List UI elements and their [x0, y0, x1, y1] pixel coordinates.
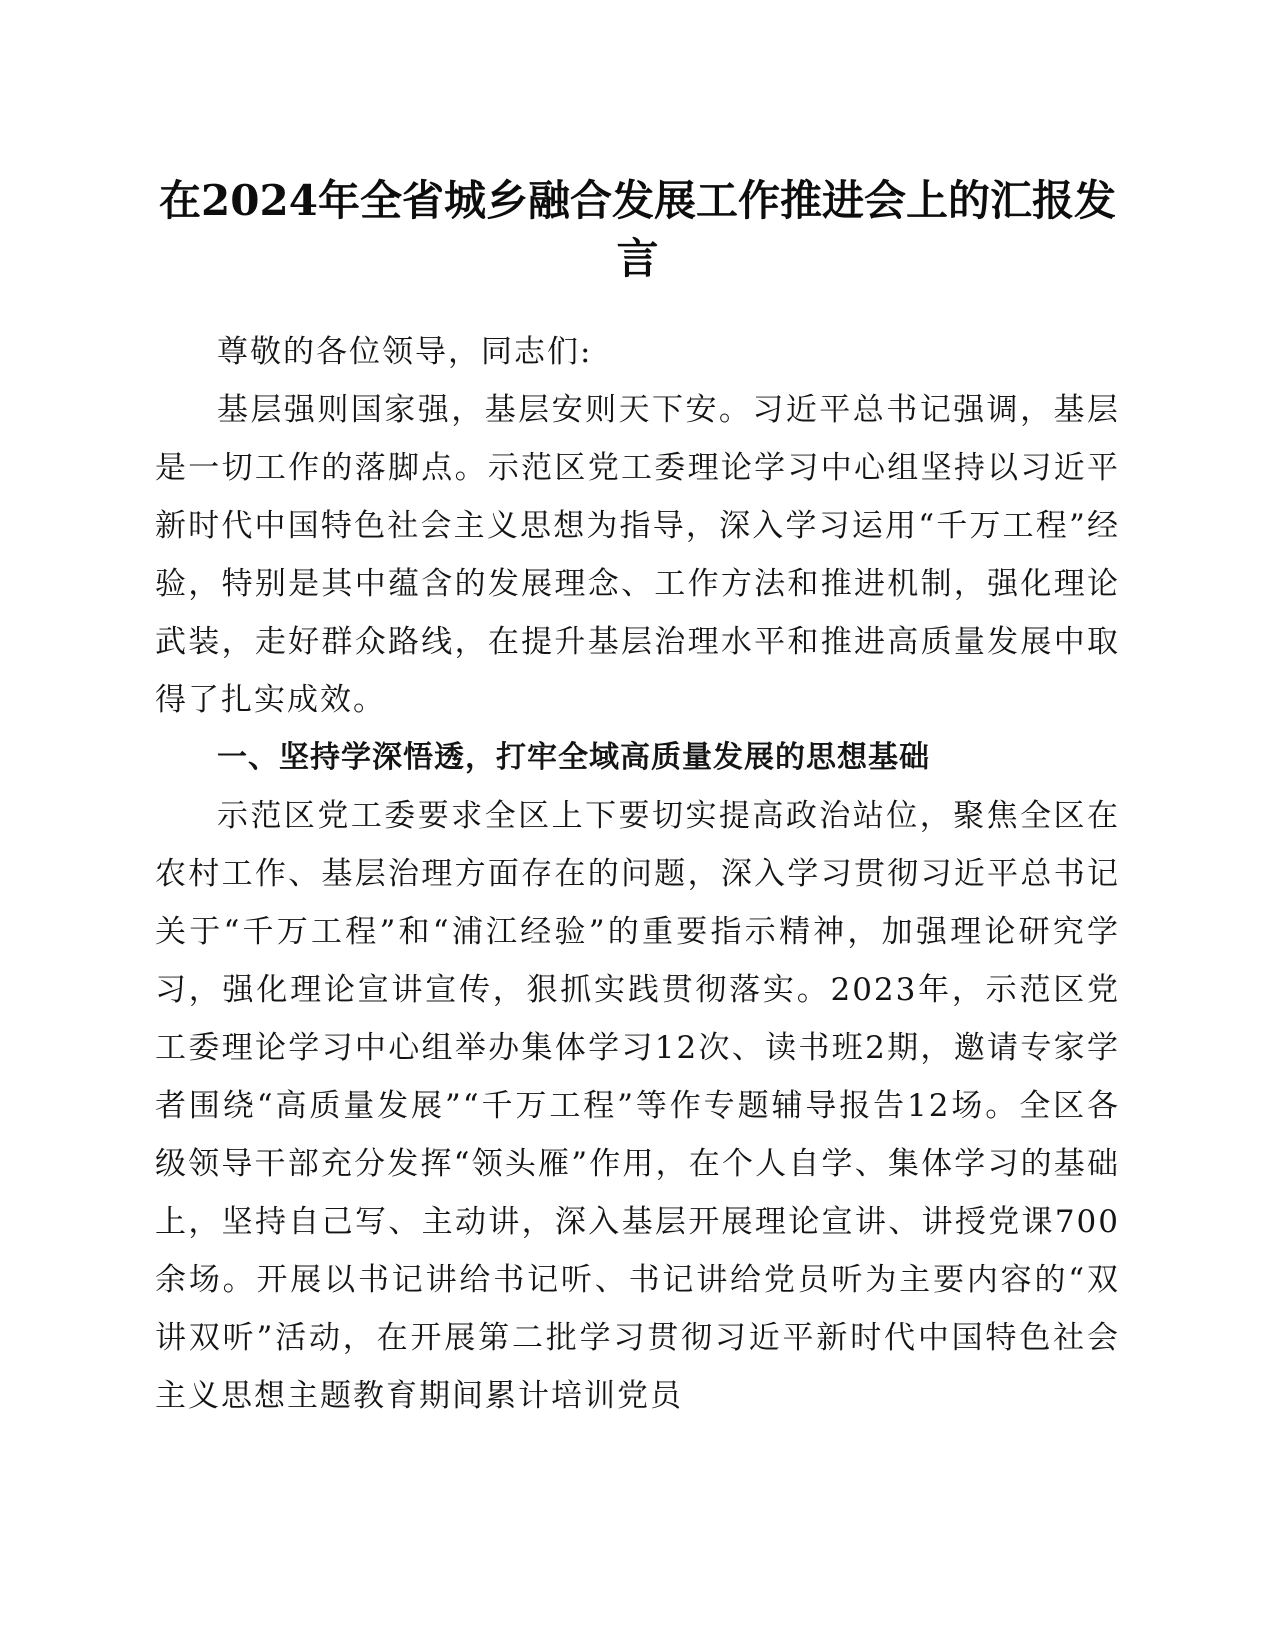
- section-paragraph-1: 示范区党工委要求全区上下要切实提高政治站位，聚焦全区在农村工作、基层治理方面存在的问题，深入学习贯彻习近平总书记关于“千万工程”和“浦江经验”的重要指示精神，加强理论研究学习，强化理论宣讲宣传，狠抓实践贯彻落实。2023年，示范区党工委理论学习中心组举办集体学习12次、读书班2期，邀请专家学者围绕“高质量发展”“千万工程”等作专题辅导报告12场。全区各级领导干部充分发挥“领头雁”作用，在个人自学、集体学习的基础上，坚持自己写、主动讲，深入基层开展理论宣讲、讲授党课700余场。开展以书记讲给书记听、书记讲给党员听为主要内容的“双讲双听”活动，在开展第二批学习贯彻习近平新时代中国特色社会主义思想主题教育期间累计培训党员: [155, 798, 1120, 1414]
- intro-paragraph: 基层强则国家强，基层安则天下安。习近平总书记强调，基层是一切工作的落脚点。示范区党工委理论学习中心组坚持以习近平新时代中国特色社会主义思想为指导，深入学习运用“千万工程”经验，特别是其中蕴含的发展理念、工作方法和推进机制，强化理论武装，走好群众路线，在提升基层治理水平和推进高质量发展中取得了扎实成效。: [155, 392, 1120, 718]
- salutation: 尊敬的各位领导，同志们:: [217, 334, 593, 370]
- section-heading-1: 一、坚持学深悟透，打牢全域高质量发展的思想基础: [217, 740, 930, 775]
- document-body: [155, 323, 1120, 1425]
- document-title: 在2024年全省城乡融合发展工作推进会上的汇报发言: [159, 176, 1116, 283]
